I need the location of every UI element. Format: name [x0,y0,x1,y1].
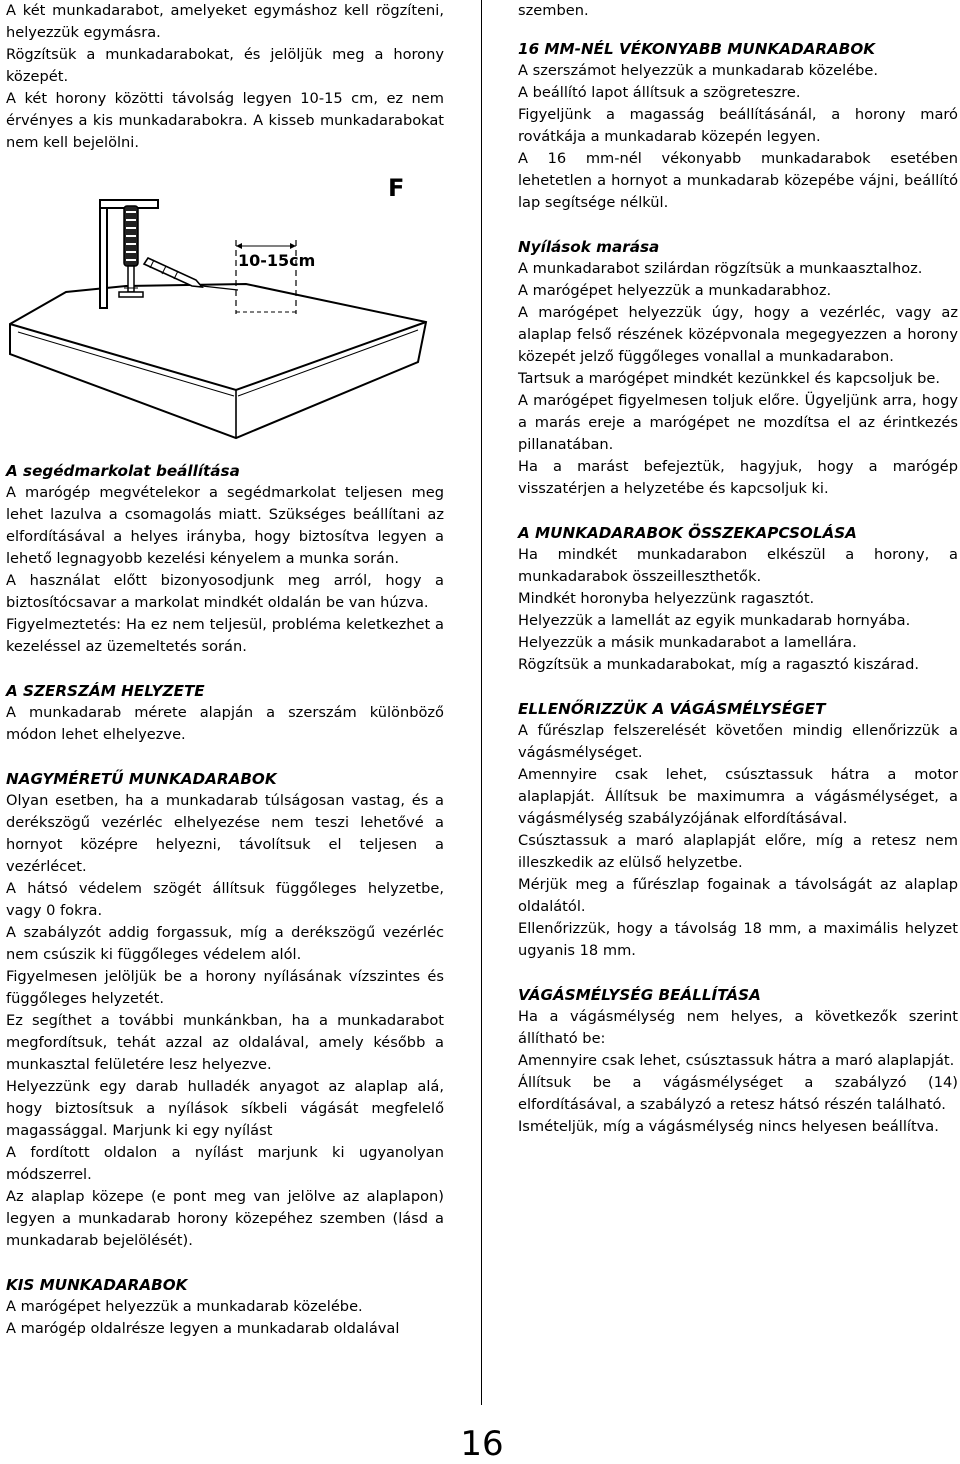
section-title: KIS MUNKADARABOK [6,1276,188,1294]
section-title: A segédmarkolat beállítása [6,462,240,480]
paragraph: A 16 mm-nél vékonyabb munkadarabok esetében lehetetlen a hornyot a munkadarab közepébe vájni, beállító lap segítsége nélkül. [518,150,958,211]
page-number: 16 [460,1424,504,1464]
paragraph: Mindkét horonyba helyezzünk ragasztót. [518,590,815,607]
paragraph: Ha a marást befejeztük, hagyjuk, hogy a marógép visszatérjen a helyzetébe és kapcsoljuk ki. [518,458,958,497]
paragraph: Helyezzük a lamellát az egyik munkadarab hornyába. [518,612,911,629]
left-column [6,0,444,1340]
paragraph: Csúsztassuk a maró alaplapját előre, míg a retesz nem illeszkedik az elülső helyzetbe. [518,832,958,871]
paragraph: Helyezzük a másik munkadarabot a lamellára. [518,634,857,651]
paragraph: A fűrészlap felszerelését követően mindig ellenőrizzük a vágásmélységet. [518,722,958,761]
paragraph: A használat előtt bizonyosodjunk meg arról, hogy a biztosítócsavar a markolat mindkét oldalán be van húzva. [6,572,444,611]
section-title: ELLENŐRIZZÜK A VÁGÁSMÉLYSÉGET [518,700,826,718]
paragraph: Ellenőrizzük, hogy a távolság 18 mm, a maximális helyzet ugyanis 18 mm. [518,920,958,959]
paragraph: Az alaplap közepe (e pont meg van jelölve az alaplapon) legyen a munkadarab horony közepéhez szemben (lásd a munkadarab bejelölését). [6,1188,444,1249]
paragraph: Amennyire csak lehet, csúsztassuk hátra a maró alaplapját. [518,1052,955,1069]
paragraph: A marógépet helyezzük úgy, hogy a vezérléc, vagy az alaplap felső részének középvonala megegyezzen a horony közepét jelző függőleges vonallal a munkadarabon. [518,304,958,365]
column-divider [481,0,482,1405]
paragraph: A beállító lapot állítsuk a szögreteszre. [518,84,801,101]
paragraph: A munkadarab mérete alapján a szerszám különböző módon lehet elhelyezve. [6,704,444,743]
paragraph: Tartsuk a marógépet mindkét kezünkkel és kapcsoljuk be. [518,370,940,387]
paragraph: A két horony közötti távolság legyen 10-15 cm, ez nem érvényes a kis munkadarabokra. A kisseb munkadarabokat nem kell bejelölni. [6,90,444,151]
section-title: 16 MM-NÉL VÉKONYABB MUNKADARABOK [518,40,876,58]
paragraph: A két munkadarabot, amelyeket egymáshoz kell rögzíteni, helyezzük egymásra. [6,2,444,41]
paragraph: A szabályzót addig forgassuk, míg a derékszögű vezérléc nem csúszik ki függőleges védelem alól. [6,924,444,963]
paragraph: Ez segíthet a további munkánkban, ha a munkadarabot megfordítsuk, tehát azzal az oldalával, amely később a munkasztal felületére lesz helyezve. [6,1012,444,1073]
paragraph: Olyan esetben, ha a munkadarab túlságosan vastag, és a derékszögű vezérléc elhelyezése nem teszi lehetővé a hornyot középre helyezni, távolítsuk el teljesen a vezérlécet. [6,792,444,875]
paragraph: szemben. [518,2,589,19]
paragraph: A marógépet figyelmesen toljuk előre. Ügyeljünk arra, hogy a marás ereje a marógépet ne mozdítsa el az érintkezés pillanatában. [518,392,958,453]
figure-biscuit-marking [6,154,444,460]
paragraph: A marógépet helyezzük a munkadarabhoz. [518,282,832,299]
figure-letter: F [388,174,405,202]
section-title: NAGYMÉRETŰ MUNKADARABOK [6,770,277,788]
section-title: VÁGÁSMÉLYSÉG BEÁLLÍTÁSA [518,986,761,1004]
dimension-label: 10-15cm [238,251,316,270]
paragraph: Mérjük meg a fűrészlap fogainak a távolságát az alaplap oldalától. [518,876,958,915]
section-title: A SZERSZÁM HELYZETE [6,682,205,700]
paragraph: A marógép megvételekor a segédmarkolat teljesen meg lehet lazulva a csomagolás miatt. Szükséges beállítani az elfordításával a helyes irányba, hogy biztosítva legyen a lehető legnagyobb kezelési kényelem a munka során. [6,484,444,567]
paragraph: Állítsuk be a vágásmélységet a szabályzó (14) elfordításával, a szabályzó a retesz hátsó részén található. [518,1074,958,1113]
workpiece-clamp-illustration [6,154,444,460]
paragraph: Helyezzünk egy darab hulladék anyagot az alaplap alá, hogy biztosítsuk a nyílások síkbeli vágását megfelelő magassággal. Marjunk ki egy nyílást [6,1078,444,1139]
section-title: Nyílások marása [518,238,660,256]
paragraph: A marógépet helyezzük a munkadarab közelébe. [6,1298,363,1315]
paragraph: Figyelmeztetés: Ha ez nem teljesül, probléma keletkezhet a kezeléssel az üzemeltetés során. [6,616,444,655]
right-column [518,0,958,1138]
paragraph: A munkadarabot szilárdan rögzítsük a munkaasztalhoz. [518,260,923,277]
paragraph: A szerszámot helyezzük a munkadarab közelébe. [518,62,879,79]
paragraph: Ha mindkét munkadarabon elkészül a horony, a munkadarabok összeilleszthetők. [518,546,958,585]
paragraph: Figyelmesen jelöljük be a horony nyílásának vízszintes és függőleges helyzetét. [6,968,444,1007]
paragraph: Ha a vágásmélység nem helyes, a következők szerint állítható be: [518,1008,958,1047]
paragraph: A marógép oldalrésze legyen a munkadarab oldalával [6,1320,400,1337]
paragraph: Ismételjük, míg a vágásmélység nincs helyesen beállítva. [518,1118,939,1135]
paragraph: Rögzítsük a munkadarabokat, és jelöljük meg a horony közepét. [6,46,444,85]
paragraph: Rögzítsük a munkadarabokat, míg a ragasztó kiszárad. [518,656,919,673]
paragraph: A fordított oldalon a nyílást marjunk ki ugyanolyan módszerrel. [6,1144,444,1183]
paragraph: A hátsó védelem szögét állítsuk függőleges helyzetbe, vagy 0 fokra. [6,880,444,919]
paragraph: Figyeljünk a magasság beállításánál, a horony maró rovátkája a munkadarab közepén legyen. [518,106,958,145]
section-title: A MUNKADARABOK ÖSSZEKAPCSOLÁSA [518,524,857,542]
paragraph: Amennyire csak lehet, csúsztassuk hátra a motor alaplapját. Állítsuk be maximumra a vágásmélységet, a vágásmélység szabályzójának elfordításával. [518,766,958,827]
